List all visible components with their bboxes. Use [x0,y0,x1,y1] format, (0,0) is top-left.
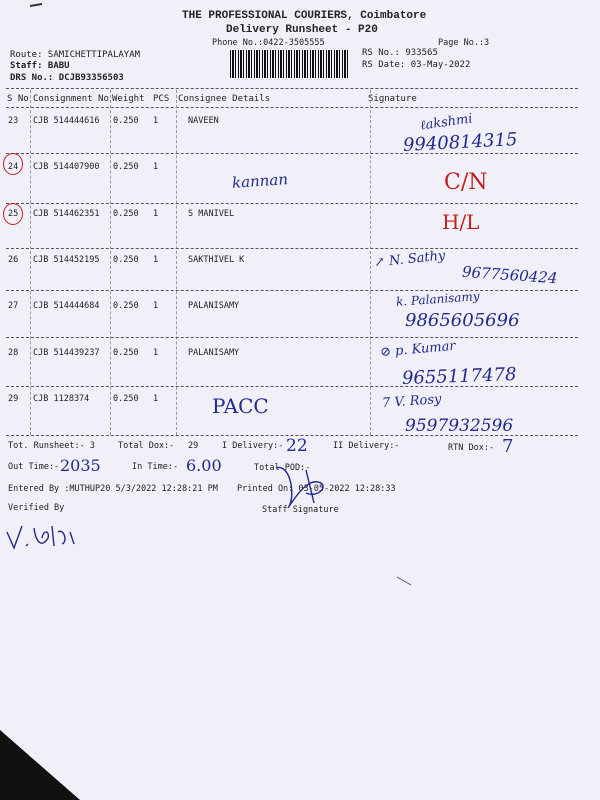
row-sno: 23 [8,116,19,126]
row-sno: 28 [8,348,19,358]
rs-date: RS Date: 03-May-2022 [362,60,471,70]
row-sno: 24 [8,162,19,172]
handwritten-signature: ↗ N. Sathy [373,248,447,271]
row-consignee: NAVEEN [188,116,219,126]
handwritten-signature: ⊘ p. Kumar [379,338,457,361]
handwritten-signature: k. Palanisamy [395,289,481,309]
rs-number: RS No.: 933565 [362,48,438,58]
row-pcs: 1 [153,348,159,358]
route: Route: SAMICHETTIPALAYAM [10,50,141,60]
col-pcs: PCS [153,94,170,104]
row-pcs: 1 [153,394,159,404]
col-consignee: Consignee Details [178,94,271,104]
row-consignee: PALANISAMY [188,348,240,358]
phone-number: Phone No.:0422-3505555 [212,38,325,48]
out-time-handwritten: 2035 [60,456,101,475]
handwritten-note: H/L [442,210,480,234]
handwritten-note: PACC [212,394,269,418]
row-weight: 0.250 [113,116,139,126]
handwritten-note: C/N [444,170,488,195]
rtn-dox-label: RTN Dox:- [448,443,495,453]
stray-mark [395,575,415,589]
handwritten-signature: 7 V. Rosy [381,391,442,412]
row-pcs: 1 [153,209,159,219]
barcode [230,50,350,78]
rtn-dox-handwritten: 7 [502,436,514,457]
page-number: Page No.:3 [438,38,490,48]
row-weight: 0.250 [113,209,139,219]
handwritten-phone: 9597932596 [405,416,514,436]
row-sno: 26 [8,255,19,265]
row-pcs: 1 [153,255,159,265]
total-runsheet: Tot. Runsheet:- 3 [8,441,95,451]
verifier-signature-scribble [4,518,84,558]
row-consignee: SAKTHIVEL K [188,255,245,265]
in-time-label: In Time:- [132,462,179,472]
row-pcs: 1 [153,301,159,311]
row-consignment: CJB 514452195 [33,255,100,265]
staff-signature-scribble [266,458,346,518]
handwritten-name: kannan [231,170,289,192]
entered-by: Entered By :MUTHUP20 5/3/2022 12:28:21 PM [8,484,218,494]
row-consignee: PALANISAMY [188,301,240,311]
handwritten-phone: 9865605696 [405,310,520,331]
handwritten-phone: 9655117478 [401,364,517,389]
col-consignment: Consignment No [33,94,109,104]
row-pcs: 1 [153,116,159,126]
staff-signature-label: Staff Signature [262,505,339,515]
row-consignment: CJB 514462351 [33,209,100,219]
row-weight: 0.250 [113,348,139,358]
row-sno: 29 [8,394,19,404]
row-weight: 0.250 [113,301,139,311]
top-mark [28,0,58,10]
drs-number: DRS No.: DCJB93356503 [10,73,124,83]
handwritten-signature: ℓakshmi [419,111,474,134]
ii-delivery-label: II Delivery:- [333,441,400,451]
in-time-handwritten: 6.00 [186,456,222,475]
row-consignment: CJB 1128374 [33,394,90,404]
printed-on: Printed On: 03-05-2022 12:28:33 [237,484,396,494]
row-consignment: CJB 514439237 [33,348,100,358]
corner-shadow [0,700,80,800]
i-delivery-label: I Delivery:- [222,441,284,451]
row-pcs: 1 [153,162,159,172]
staff: Staff: BABU [10,61,70,71]
row-consignment: CJB 514444616 [33,116,100,126]
row-weight: 0.250 [113,394,139,404]
col-signature: Signature [368,94,417,104]
handwritten-phone: 9677560424 [461,262,558,288]
out-time-label: Out Time:- [8,462,60,472]
row-weight: 0.250 [113,162,139,172]
total-dox-value: 29 [188,441,199,451]
row-consignee: S MANIVEL [188,209,235,219]
verified-by: Verified By [8,503,65,513]
col-sno: S No [7,94,29,104]
row-consignment: CJB 514407900 [33,162,100,172]
sheet-title: Delivery Runsheet - P20 [226,24,378,36]
col-weight: Weight [112,94,145,104]
row-sno: 27 [8,301,19,311]
row-weight: 0.250 [113,255,139,265]
total-pod-label: Total POD:- [254,463,311,473]
company-name: THE PROFESSIONAL COURIERS, Coimbatore [182,10,427,22]
row-consignment: CJB 514444684 [33,301,100,311]
total-dox-label: Total Dox:- [118,441,175,451]
row-sno: 25 [8,209,19,219]
handwritten-phone: 9940814315 [402,129,519,156]
i-delivery-handwritten: 22 [286,436,308,456]
